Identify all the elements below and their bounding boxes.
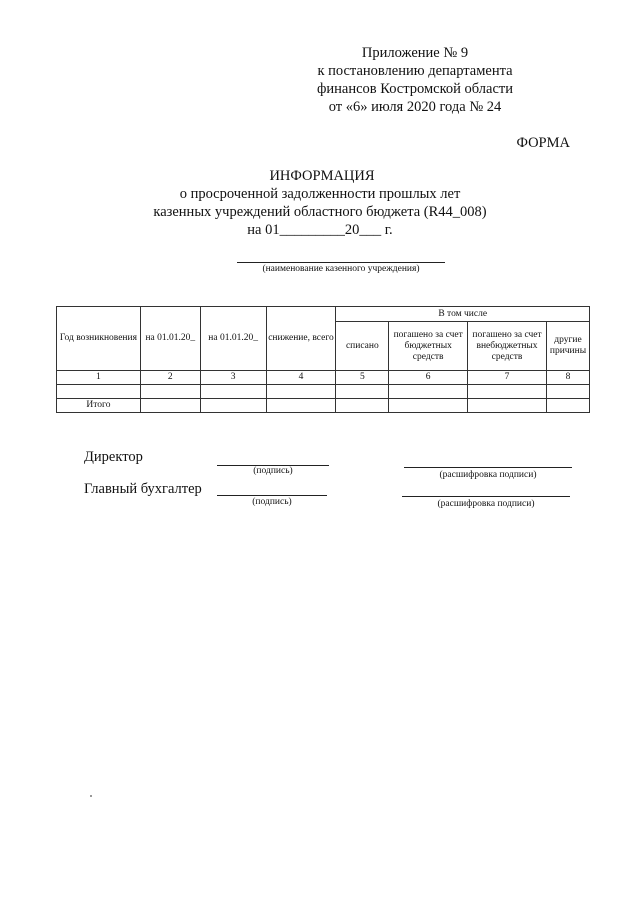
appendix-line3: финансов Костромской области xyxy=(316,81,514,97)
chief-accountant-label: Главный бухгалтер xyxy=(84,481,202,497)
form-label: ФОРМА xyxy=(516,135,570,151)
header-written-off: списано xyxy=(336,322,389,371)
header-including: В том числе xyxy=(336,307,590,322)
appendix-block xyxy=(285,44,545,116)
col-number: 8 xyxy=(546,371,589,385)
director-signature-caption: (подпись) xyxy=(253,466,293,476)
accountant-signature-line xyxy=(217,495,327,496)
header-other: другие причины xyxy=(546,322,589,371)
col-number: 1 xyxy=(57,371,141,385)
director-label: Директор xyxy=(84,449,143,465)
col-number: 2 xyxy=(140,371,200,385)
col-number: 3 xyxy=(200,371,266,385)
col-number: 4 xyxy=(266,371,336,385)
header-year: Год возникновения xyxy=(57,307,141,371)
col-number: 6 xyxy=(389,371,468,385)
total-row xyxy=(57,399,590,413)
col-number: 5 xyxy=(336,371,389,385)
col-number: 7 xyxy=(468,371,547,385)
header-decrease: снижение, всего xyxy=(266,307,336,371)
org-name-caption: (наименование казенного учреждения) xyxy=(262,264,420,274)
header-paid-extrabudget: погашено за счет внебюджетных средств xyxy=(468,322,547,371)
header-on-start: на 01.01.20_ xyxy=(140,307,200,371)
table-row xyxy=(57,385,590,399)
header-on-end: на 01.01.20_ xyxy=(200,307,266,371)
appendix-line1: Приложение № 9 xyxy=(361,45,469,61)
title-line1: ИНФОРМАЦИЯ xyxy=(269,168,375,184)
director-decoding-caption: (расшифровка подписи) xyxy=(439,470,537,480)
title-line4: на 01_________20___ г. xyxy=(247,222,393,238)
accountant-decoding-line xyxy=(402,496,570,497)
title-line2: о просроченной задолженности прошлых лет xyxy=(179,186,461,202)
header-paid-budget: погашено за счет бюджетных средств xyxy=(389,322,468,371)
debt-table xyxy=(56,306,590,413)
scan-speck xyxy=(90,795,92,797)
appendix-line2: к постановлению департамента xyxy=(317,63,513,79)
title-line3: казенных учреждений областного бюджета (R44_008) xyxy=(153,204,487,220)
total-label: Итого xyxy=(57,399,141,413)
appendix-line4: от «6» июля 2020 года № 24 xyxy=(328,99,502,115)
document-title xyxy=(0,167,640,239)
director-decoding-line xyxy=(404,467,572,468)
accountant-signature-caption: (подпись) xyxy=(252,497,292,507)
accountant-decoding-caption: (расшифровка подписи) xyxy=(437,499,535,509)
org-name-line xyxy=(237,262,445,263)
number-row xyxy=(57,371,590,385)
